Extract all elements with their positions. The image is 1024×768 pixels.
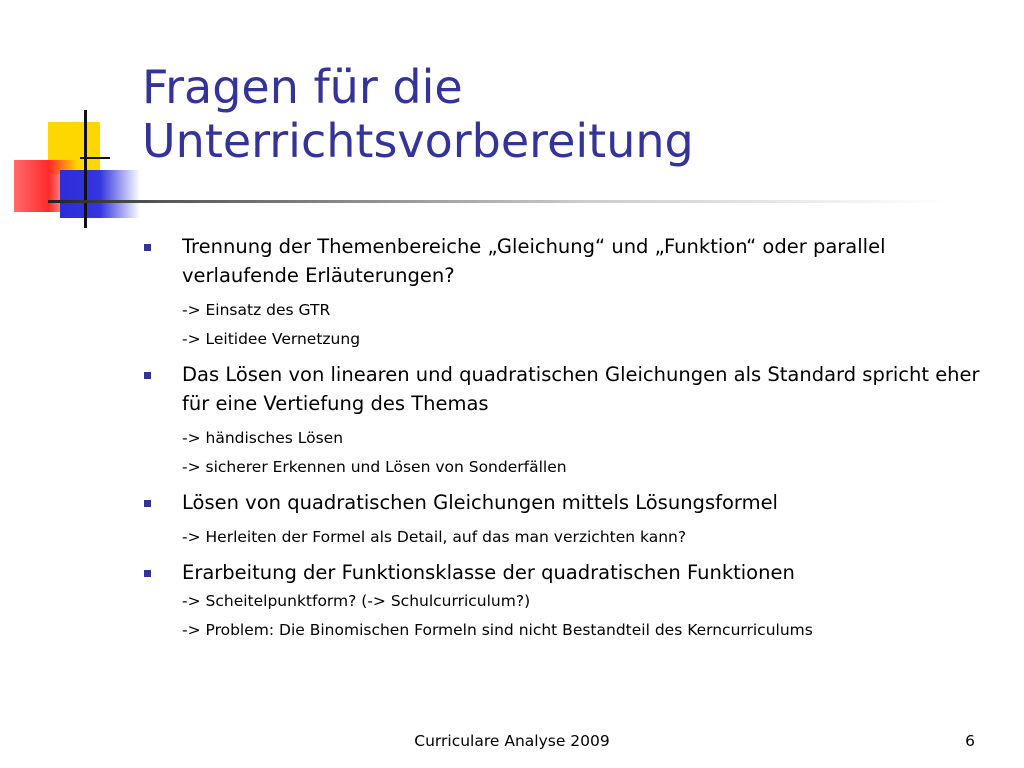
sub-item: -> Leitidee Vernetzung	[182, 330, 361, 348]
bullet-text: Erarbeitung der Funktionsklasse der quadratischen Funktionen	[182, 561, 795, 584]
slide-title	[142, 60, 982, 168]
bullet-square-icon	[144, 570, 151, 577]
slide-title-line-1: Fragen für die	[142, 60, 463, 114]
bullet-text: Trennung der Themenbereiche „Gleichung“ und „Funktion“ oder parallel verlaufende Erläuterungen?	[182, 235, 886, 287]
bullet-item	[140, 558, 980, 587]
sub-item: -> Herleiten der Formel als Detail, auf das man verzichten kann?	[182, 528, 687, 546]
bullet-list	[140, 232, 980, 645]
sub-item: -> sicherer Erkennen und Lösen von Sonderfällen	[182, 458, 567, 476]
bullet-item	[140, 360, 980, 418]
bullet-text: Das Lösen von linearen und quadratischen Gleichungen als Standard spricht eher für eine Vertiefung des Themas	[182, 363, 980, 415]
title-underline	[48, 200, 948, 203]
logo-horizontal-line	[80, 157, 110, 159]
slide-title-line-2: Unterrichtsvorbereitung	[142, 114, 694, 168]
sub-item: -> Einsatz des GTR	[182, 301, 331, 319]
bullet-square-icon	[144, 372, 151, 379]
bullet-text: Lösen von quadratischen Gleichungen mittels Lösungsformel	[182, 491, 778, 514]
footer-title: Curriculare Analyse 2009	[414, 732, 610, 750]
sub-item: -> Problem: Die Binomischen Formeln sind nicht Bestandteil des Kerncurriculums	[182, 621, 813, 639]
bullet-square-icon	[144, 500, 151, 507]
logo-vertical-line	[84, 110, 87, 228]
logo-blue-square	[60, 170, 140, 218]
sub-item: -> Scheitelpunktform? (-> Schulcurriculum?)	[182, 592, 531, 610]
sub-item: -> händisches Lösen	[182, 429, 344, 447]
bullet-item	[140, 488, 980, 517]
bullet-item	[140, 232, 980, 290]
page-number: 6	[965, 732, 975, 750]
bullet-square-icon	[144, 244, 151, 251]
